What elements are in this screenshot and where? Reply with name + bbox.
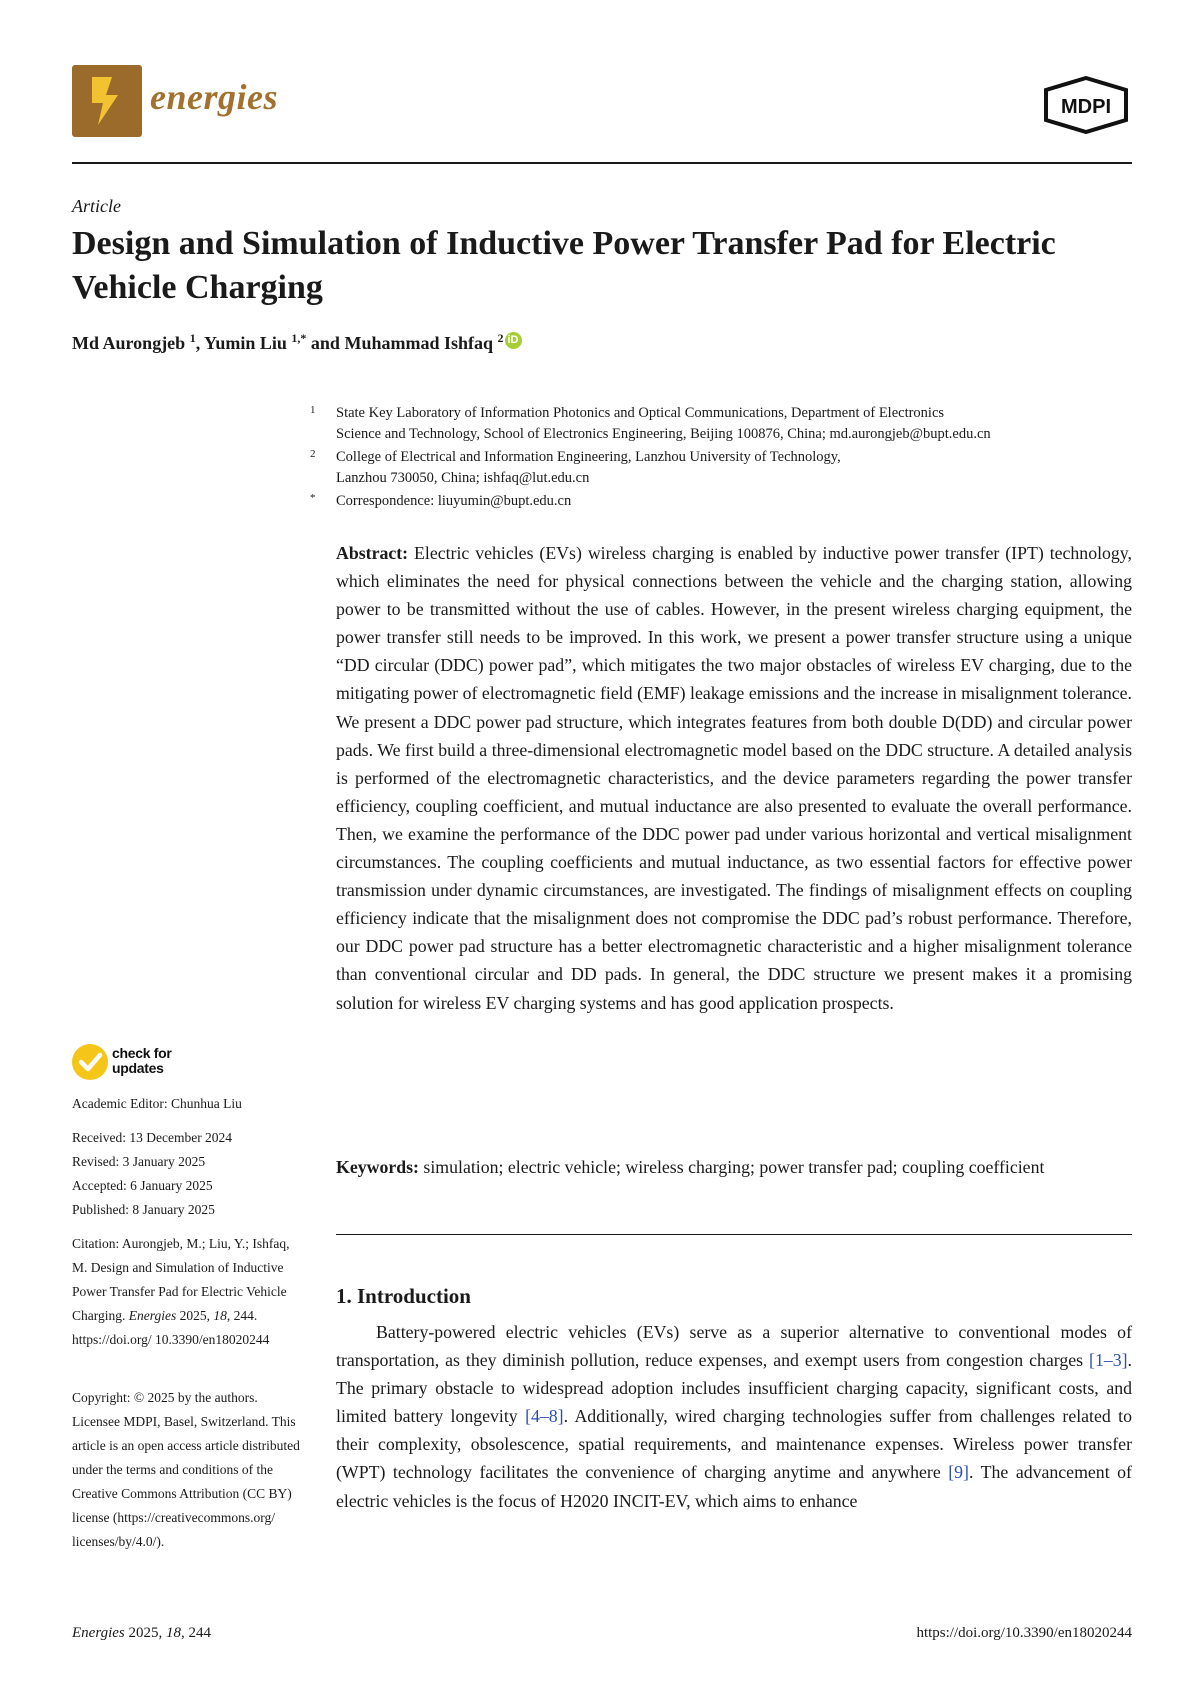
- keywords-text: simulation; electric vehicle; wireless charging; power transfer pad; coupling coefficient: [423, 1157, 1045, 1177]
- correspondence-item: [310, 491, 1136, 512]
- date-received: Received: 13 December 2024: [72, 1130, 233, 1145]
- affiliation-line: Science and Technology, School of Electronics Engineering, Beijing 100876, China; md.aurongjeb@bupt.edu.cn: [336, 426, 991, 442]
- author-separator: and: [306, 333, 345, 353]
- body-text: . The advancement of electric vehicles is the focus of H2020 INCIT-EV, which aims to enhance: [336, 1462, 1132, 1511]
- body-text: Battery-powered electric vehicles (EVs) serve as a superior alternative to conventional modes of transportation, as they diminish pollution, reduce expenses, and exempt users from congestion charges: [336, 1322, 1132, 1371]
- copyright-block: Copyright: © 2025 by the authors. Licensee MDPI, Basel, Switzerland. This article is an open access article distributed under the terms and conditions of the Creative Commons Attribution (CC BY) license (https://creativecommons.org/ licenses/by/4.0/).: [72, 1390, 300, 1549]
- author-list: [72, 331, 522, 354]
- intro-paragraph: [336, 1318, 1132, 1515]
- author-name: Yumin Liu: [204, 333, 287, 353]
- citation-link[interactable]: [9]: [948, 1462, 969, 1483]
- citation-text: Citation: Aurongjeb, M.; Liu, Y.; Ishfaq, M. Design and Simulation of Inductive Power Transfer Pad for Electric Vehicle Charging.: [72, 1236, 290, 1323]
- body-text: . Additionally, wired charging technologies suffer from challenges related to their complexity, obsolescence, spatial requirements, and maintenance expenses. Wireless power transfer (WPT) technology facilitates the convenience of charging anytime and anywhere: [336, 1406, 1132, 1483]
- section-heading: 1. Introduction: [336, 1284, 471, 1308]
- academic-editor: Academic Editor: Chunhua Liu: [72, 1096, 242, 1111]
- footer-citation: [72, 1625, 211, 1642]
- affiliation-line: Lanzhou 730050, China; ishfaq@lut.edu.cn: [336, 470, 590, 486]
- citation-link[interactable]: [1–3]: [1089, 1350, 1128, 1371]
- citation-journal: Energies: [128, 1308, 177, 1323]
- article-title: Design and Simulation of Inductive Power Transfer Pad for Electric Vehicle Charging: [72, 225, 1056, 306]
- footer-journal: Energies: [72, 1625, 125, 1641]
- footer-page: , 244: [181, 1625, 212, 1641]
- body-text: . The primary obstacle to widespread adoption includes insufficient charging capacity, significant costs, and limited battery longevity: [336, 1350, 1132, 1427]
- correspondence-line: Correspondence: liuyumin@bupt.edu.cn: [336, 493, 572, 509]
- author-name: Md Aurongjeb: [72, 333, 186, 353]
- affiliation-item: [310, 447, 1136, 489]
- correspondence-mark: *: [310, 492, 316, 504]
- publisher-name: MDPI: [1061, 96, 1111, 118]
- author-separator: ,: [195, 333, 205, 353]
- affiliation-line: State Key Laboratory of Information Photonics and Optical Communications, Department of Electronics: [336, 405, 945, 421]
- footer-year: 2025,: [124, 1625, 167, 1641]
- citation-block: [72, 1232, 302, 1352]
- author-affiliation-mark: 1,*: [291, 331, 307, 345]
- citation-year: 2025,: [176, 1308, 214, 1323]
- abstract: [336, 539, 1132, 1017]
- check-updates-line: updates: [112, 1060, 164, 1076]
- affiliation-number: 2: [310, 448, 316, 460]
- citation-doi[interactable]: , 244. https://doi.org/ 10.3390/en18020244: [72, 1308, 270, 1347]
- affiliation-line: College of Electrical and Information Engineering, Lanzhou University of Technology,: [336, 449, 841, 465]
- affiliation-item: [310, 403, 1136, 445]
- author-name: Muhammad Ishfaq: [344, 333, 493, 353]
- lightning-bolt-icon: [72, 65, 142, 137]
- footer-volume: 18: [166, 1625, 182, 1641]
- abstract-text: Electric vehicles (EVs) wireless charging is enabled by inductive power transfer (IPT) technology, which eliminates the need for physical connections between the vehicle and the charging station, allowing power to be transmitted without the use of cables. However, in the present wireless charging equipment, the power transfer still needs to be improved. In this work, we present a power transfer structure using a unique “DD circular (DDC) power pad”, which mitigates the two major obstacles of wireless EV charging, due to the mitigating power of electromagnetic field (EMF) leakage emissions and the increase in misalignment tolerance. We present a DDC power pad structure, which integrates features from both double D(DD) and circular power pads. We first build a three-dimensional electromagnetic model based on the DDC structure. A detailed analysis is performed of the electromagnetic characteristics, and the device parameters regarding the power transfer efficiency, coupling coefficient, and mutual inductance are also presented to evaluate the overall performance. Then, we examine the performance of the DDC power pad under various horizontal and vertical misalignment circumstances. The coupling coefficients and mutual inductance, as two essential factors for effective power transmission under dynamic circumstances, are investigated. The findings of misalignment effects on coupling efficiency indicate that the misalignment does not compromise the DDC pad’s robust performance. Therefore, our DDC power pad structure has a better electromagnetic characteristic and a higher misalignment tolerance than conventional circular and DD pads. In general, the DDC structure we present makes it a promising solution for wireless EV charging systems and has good application prospects.: [336, 543, 1132, 1013]
- header-divider: [72, 162, 1132, 164]
- date-revised: Revised: 3 January 2025: [72, 1154, 206, 1169]
- author-affiliation-mark: 1: [189, 331, 196, 345]
- citation-link[interactable]: [4–8]: [525, 1406, 564, 1427]
- section-divider: [336, 1234, 1132, 1235]
- orcid-icon[interactable]: iD: [505, 332, 522, 349]
- abstract-label: Abstract:: [336, 543, 409, 563]
- article-type: Article: [72, 196, 121, 216]
- affiliation-number: 1: [310, 404, 316, 416]
- publisher-logo: [1040, 76, 1132, 134]
- date-published: Published: 8 January 2025: [72, 1202, 215, 1217]
- footer-doi-link[interactable]: https://doi.org/10.3390/en18020244: [916, 1625, 1132, 1641]
- keywords-label: Keywords:: [336, 1157, 419, 1177]
- checkmark-icon: [72, 1044, 108, 1080]
- check-updates-line: check for: [112, 1045, 172, 1061]
- check-for-updates-text: [112, 1046, 172, 1076]
- journal-logo: [72, 65, 142, 137]
- citation-volume: 18: [213, 1308, 227, 1323]
- keywords: [336, 1154, 1132, 1180]
- check-for-updates-badge[interactable]: [72, 1042, 182, 1082]
- journal-name: energies: [150, 77, 278, 117]
- author-affiliation-mark: 2: [497, 331, 504, 345]
- date-accepted: Accepted: 6 January 2025: [72, 1178, 213, 1193]
